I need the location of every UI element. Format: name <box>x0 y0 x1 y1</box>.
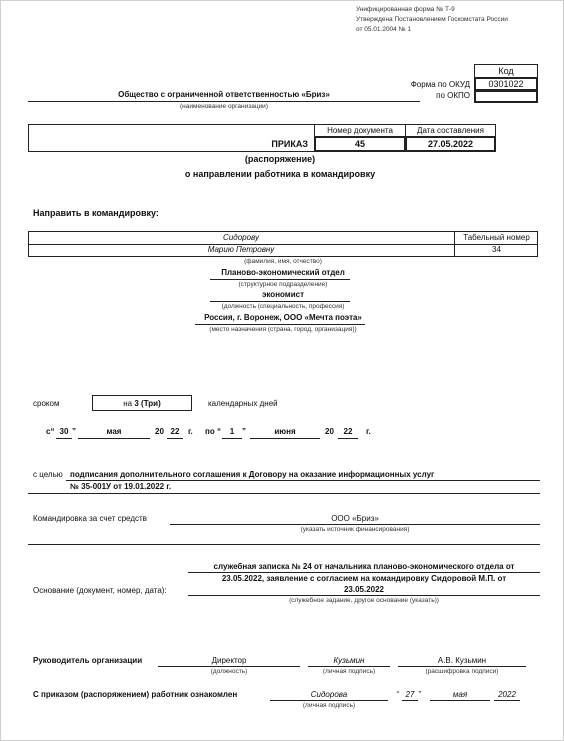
to-month-underline <box>250 438 320 439</box>
ack-year-underline <box>494 700 520 701</box>
basis-line2: 23.05.2022, заявление с согласием на командировку Сидоровой М.П. от <box>221 574 507 583</box>
ack-label: С приказом (распоряжением) работник ознакомлен <box>33 690 238 699</box>
from-quote: ” <box>72 427 76 436</box>
order-subtitle: (распоряжение) <box>244 154 316 164</box>
assignment-heading: Направить в командировку: <box>33 208 159 218</box>
ack-month-underline <box>430 700 490 701</box>
from-day: 30 <box>59 427 69 436</box>
okud-code: 0301022 <box>474 77 538 91</box>
basis-underline1 <box>188 572 540 573</box>
goal-line1: подписания дополнительного соглашения к Договору на оказание информационных услуг <box>70 470 435 479</box>
department-underline <box>210 279 350 280</box>
tab-number-label: Табельный номер <box>463 233 530 242</box>
okud-label: Форма по ОКУД <box>410 80 470 89</box>
term-label: сроком <box>33 399 60 408</box>
head-position-caption: (должность) <box>210 668 248 675</box>
to-day: 1 <box>229 427 235 436</box>
to-year-suffix: г. <box>366 427 371 436</box>
from-year-underline <box>167 438 183 439</box>
ack-day-underline <box>402 700 418 701</box>
funding-caption: (указать источник финансирования) <box>300 526 410 533</box>
goal-underline2 <box>28 493 540 494</box>
goal-underline1 <box>66 480 540 481</box>
ack-close-quote: ” <box>418 690 421 699</box>
doc-date-header: Дата составления <box>405 124 496 137</box>
ack-month: мая <box>452 690 468 699</box>
to-month: июня <box>274 427 296 436</box>
organization-underline <box>28 101 420 102</box>
head-signature-caption: (личная подпись) <box>322 668 376 675</box>
term-value-wrap <box>92 399 192 408</box>
tab-number-value: 34 <box>492 245 501 254</box>
from-year-suffix: г. <box>188 427 193 436</box>
ack-signature: Сидорова <box>310 690 348 699</box>
basis-line1: служебная записка № 24 от начальника планово-экономического отдела от <box>213 562 515 571</box>
head-name-caption: (расшифровка подписи) <box>425 668 499 675</box>
destination-underline <box>195 324 365 325</box>
form-info-line2: Утверждена Постановлением Госкомстата России <box>356 16 508 23</box>
from-day-underline <box>56 438 72 439</box>
department-value: Планово-экономический отдел <box>221 268 345 277</box>
okpo-label: по ОКПО <box>436 91 470 100</box>
basis-underline3 <box>188 595 540 596</box>
form-info-line1: Унифицированная форма № Т-9 <box>356 6 455 13</box>
from-year: 22 <box>170 427 180 436</box>
funding-extra-line <box>28 544 540 545</box>
goal-line2: № 35-001У от 19.01.2022 г. <box>70 482 172 491</box>
head-name: А.В. Кузьмин <box>437 656 487 665</box>
organization-caption: (наименование организации) <box>180 103 268 110</box>
term-unit: календарных дней <box>208 399 278 408</box>
from-month-underline <box>78 438 150 439</box>
from-month: мая <box>106 427 122 436</box>
head-name-underline <box>398 666 526 667</box>
head-label: Руководитель организации <box>33 656 143 665</box>
employee-name: Марию Петровну <box>207 245 275 254</box>
term-prefix: на <box>123 399 133 408</box>
funding-label: Командировка за счет средств <box>33 514 147 523</box>
to-year: 22 <box>343 427 353 436</box>
to-year-prefix: 20 <box>325 427 334 436</box>
funding-value: ООО «Бриз» <box>331 514 379 523</box>
ack-signature-caption: (личная подпись) <box>302 702 356 709</box>
order-purpose: о направлении работника в командировку <box>184 169 376 179</box>
position-caption: (должность (специальность, профессия) <box>221 303 345 310</box>
destination-value: Россия, г. Воронеж, ООО «Мечта поэта» <box>204 313 362 322</box>
name-caption: (фамилия, имя, отчество) <box>244 258 322 265</box>
okpo-code <box>474 90 538 103</box>
department-caption: (структурное подразделение) <box>238 281 328 288</box>
destination-caption: (место назначения (страна, город, организация)) <box>209 326 357 333</box>
head-position-underline <box>158 666 300 667</box>
head-signature: Кузьмин <box>333 656 365 665</box>
head-position: Директор <box>211 656 247 665</box>
ack-year: 2022 <box>498 690 516 699</box>
to-quote: ” <box>242 427 246 436</box>
basis-caption: (служебное задание, другое основание (указать)) <box>289 597 439 604</box>
order-number: 45 <box>314 136 406 152</box>
to-prefix: по “ <box>205 427 221 436</box>
form-info-line3: от 05.01.2004 № 1 <box>356 26 411 33</box>
doc-number-header: Номер документа <box>314 124 406 137</box>
funding-underline <box>170 524 540 525</box>
position-value: экономист <box>261 290 305 299</box>
basis-label: Основание (документ, номер, дата): <box>33 586 167 595</box>
employee-surname: Сидорову <box>223 233 259 242</box>
goal-label: с целью <box>33 470 63 479</box>
ack-open-quote: “ <box>396 690 399 699</box>
position-underline <box>210 301 350 302</box>
order-title: ПРИКАЗ <box>271 139 308 149</box>
order-date: 27.05.2022 <box>405 136 496 152</box>
code-header: Код <box>474 64 538 78</box>
to-year-underline <box>338 438 358 439</box>
ack-signature-underline <box>270 700 388 701</box>
basis-line3: 23.05.2022 <box>343 585 385 594</box>
ack-day: 27 <box>405 690 415 699</box>
term-value: 3 (Три) <box>134 399 161 408</box>
organization-name: Общество с ограниченной ответственностью «Бриз» <box>118 90 330 99</box>
head-signature-underline <box>308 666 390 667</box>
to-day-underline <box>222 438 242 439</box>
from-prefix: с“ <box>46 427 55 436</box>
from-year-prefix: 20 <box>155 427 164 436</box>
